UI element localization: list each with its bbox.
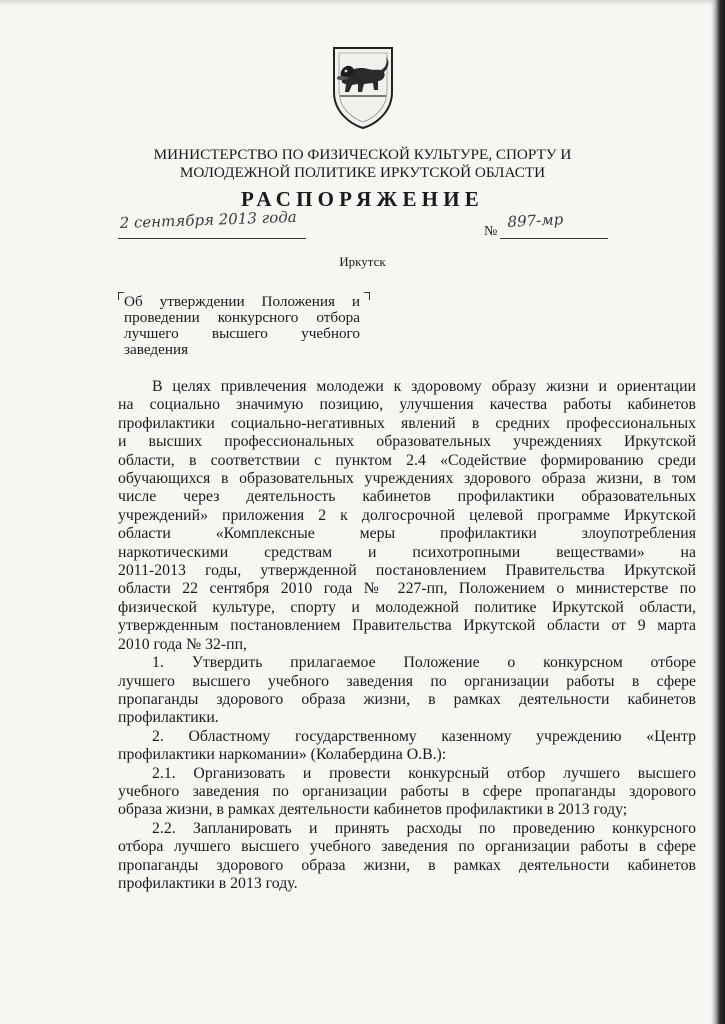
- body-line: 2011-2013 годы, утвержденной постановлением Правительства Иркутской: [118, 562, 696, 580]
- body-line: на социально значимую позицию, улучшения качества работы кабинетов: [118, 396, 696, 414]
- body-line: 2010 года № 32-пп,: [118, 635, 248, 653]
- document-body: [118, 378, 696, 893]
- body-line: и высших профессиональных образовательных учреждениях Иркутской: [118, 433, 696, 451]
- subject-line: заведения: [124, 341, 189, 358]
- body-line: 2. Областному государственному казенному учреждению «Центр: [152, 727, 696, 745]
- scan-top-edge: [0, 0, 725, 6]
- subject-block: [124, 294, 360, 358]
- body-line: образа жизни, в рамках деятельности кабинетов профилактики в 2013 году;: [118, 801, 628, 819]
- handwritten-date: 2 сентября 2013 года: [119, 207, 297, 232]
- body-line: физической культуре, спорту и молодежной политике Иркутской области,: [118, 598, 696, 616]
- body-line: отбора лучшего высшего учебного заведения по организации работы в сфере: [118, 838, 696, 856]
- body-line: обучающихся в образовательных учреждениях здорового образа жизни, в том: [118, 470, 696, 488]
- coat-of-arms-emblem: [328, 44, 398, 130]
- body-line: пропаганды здорового образа жизни, в рамках деятельности кабинетов: [118, 856, 696, 874]
- document-type-title: РАСПОРЯЖЕНИЕ: [241, 187, 484, 211]
- city-name: Иркутск: [339, 254, 386, 269]
- body-line: числе через деятельность кабинетов профилактики образовательных: [118, 488, 696, 506]
- subject-corner-right: [364, 292, 370, 300]
- ministry-name: [0, 146, 725, 182]
- body-line: наркотическими средствам и психотропными веществами» на: [118, 543, 696, 561]
- subject-line: проведении конкурсного отбора: [124, 309, 360, 326]
- body-line: 2.1. Организовать и провести конкурсный отбор лучшего высшего: [152, 764, 696, 782]
- body-line: В целях привлечения молодежи к здоровому образу жизни и ориентации: [152, 378, 696, 395]
- body-line: лучшего высшего учебного заведения по организации работы в сфере: [118, 672, 696, 690]
- body-line: утвержденным постановлением Правительства Иркутской области от 9 марта: [118, 617, 696, 635]
- body-line: учебного заведения по организации работы в сфере пропаганды здорового: [118, 782, 696, 800]
- body-line: пропаганды здорового образа жизни, в рамках деятельности кабинетов: [118, 690, 696, 708]
- ministry-line-2: МОЛОДЕЖНОЙ ПОЛИТИКЕ ИРКУТСКОЙ ОБЛАСТИ: [179, 164, 546, 181]
- number-underline: [500, 238, 608, 239]
- body-line: области «Комплексные меры профилактики злоупотребления: [118, 525, 696, 543]
- body-line: области, в соответствии с пунктом 2.4 «Содействие формированию среди: [118, 451, 696, 469]
- ministry-line-1: МИНИСТЕРСТВО ПО ФИЗИЧЕСКОЙ КУЛЬТУРЕ, СПОРТУ И: [153, 146, 572, 163]
- body-line: 1. Утвердить прилагаемое Положение о конкурсном отборе: [152, 654, 696, 672]
- subject-line: Об утверждении Положения и: [124, 293, 360, 310]
- handwritten-number: 897-мр: [507, 210, 564, 231]
- body-line: профилактики наркомании» (Колабердина О.В.):: [118, 746, 447, 764]
- subject-line: лучшего высшего учебного: [124, 325, 360, 342]
- body-line: профилактики в 2013 году.: [118, 874, 298, 892]
- body-line: профилактики.: [118, 709, 219, 727]
- date-underline: [118, 238, 306, 239]
- body-line: профилактики социально-негативных явлений в средних профессиональных: [118, 414, 696, 432]
- body-line: 2.2. Запланировать и принять расходы по проведению конкурсного: [152, 819, 696, 837]
- body-line: учреждений» приложения 2 к долгосрочной целевой программе Иркутской: [118, 506, 696, 524]
- number-sign: №: [484, 224, 498, 239]
- body-line: области 22 сентября 2010 года № 227-пп, Положением о министерстве по: [118, 580, 696, 598]
